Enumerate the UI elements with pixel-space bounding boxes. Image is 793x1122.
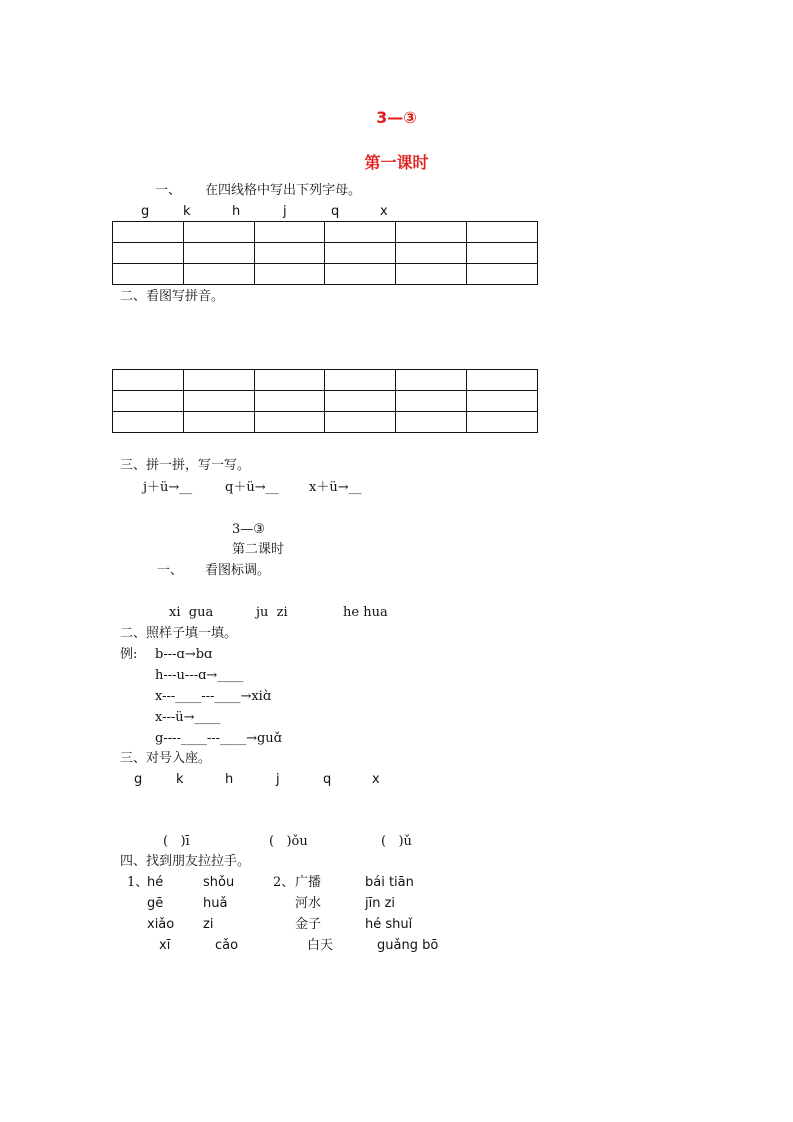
l2-q2-line-2: h---u---ɑ→____ <box>155 668 244 683</box>
l2-q3-blank-3: ( )ǔ <box>381 834 412 849</box>
l2-q2-text: 二、照样子填一填。 <box>120 626 238 641</box>
pinyin-item: xiǎo <box>147 917 175 932</box>
l2-q3-blank-2: ( )ǒu <box>269 834 308 849</box>
letter-h: h <box>232 204 241 219</box>
letter-x: x <box>372 772 380 787</box>
l2-q1-word-3: he hua <box>343 605 388 620</box>
word-item: 金子 <box>295 917 322 932</box>
l1-q3-item-3: x＋ü→__ <box>309 480 362 495</box>
letter-k: k <box>183 204 191 219</box>
l2-q1-label: 一、 <box>157 563 184 578</box>
letter-g: g <box>134 772 143 787</box>
l1-q3-item-1: j＋ü→__ <box>143 480 193 495</box>
lesson2-title-code: 3—③ <box>232 522 265 537</box>
l1-q2-text: 二、看图写拼音。 <box>120 289 225 304</box>
letter-q: q <box>323 772 332 787</box>
letter-j: j <box>283 204 287 219</box>
pinyin-item: zi <box>203 917 214 932</box>
l2-q3-text: 三、对号入座。 <box>120 751 212 766</box>
lesson1-title-code: 3—③ <box>376 108 417 127</box>
letter-h: h <box>225 772 234 787</box>
lesson2-title: 第二课时 <box>232 542 285 557</box>
l2-q2-line-3: x---____---____→xiɑ̀ <box>155 689 272 704</box>
l2-q2-line-1: b---ɑ→bɑ <box>155 647 213 662</box>
pinyin-item: hé <box>147 875 164 890</box>
pinyin-item: jīn zi <box>365 896 396 911</box>
letter-j: j <box>276 772 280 787</box>
pinyin-item: shǒu <box>203 875 235 890</box>
letter-k: k <box>176 772 184 787</box>
l1-q1-label: 一、 <box>155 183 182 198</box>
pinyin-item: hé shuǐ <box>365 917 413 932</box>
l1-q1-text: 在四线格中写出下列字母。 <box>205 183 362 198</box>
l2-q1-word-1: xi gua <box>169 605 214 620</box>
pinyin-item: xī <box>159 938 171 953</box>
l2-q4-text: 四、找到朋友拉拉手。 <box>120 854 251 869</box>
l1-q3-text: 三、拼一拼，写一写。 <box>120 458 251 473</box>
pinyin-item: gē <box>147 896 164 911</box>
word-item: 河水 <box>295 896 322 911</box>
pinyin-item: cǎo <box>215 938 239 953</box>
l2-q3-blank-1: ( )ī <box>163 834 190 849</box>
pinyin-item: bái tiān <box>365 875 414 890</box>
l2-q2-example-label: 例: <box>120 647 138 662</box>
pinyin-item: guǎng bō <box>377 938 439 953</box>
letter-x: x <box>380 204 388 219</box>
l2-q1-text: 看图标调。 <box>205 563 271 578</box>
letter-g: g <box>141 204 150 219</box>
four-line-grid-1 <box>112 221 538 285</box>
l1-q3-item-2: q＋ü→__ <box>225 480 279 495</box>
lesson1-title: 第一课时 <box>364 153 429 172</box>
l2-q4-group2-label: 2、 <box>273 875 295 890</box>
letter-q: q <box>331 204 340 219</box>
l2-q4-group1-label: 1、 <box>127 875 149 890</box>
word-item: 白天 <box>307 938 334 953</box>
four-line-grid-2 <box>112 369 538 433</box>
word-item: 广播 <box>295 875 322 890</box>
l2-q2-line-4: x---ü→____ <box>155 710 221 725</box>
pinyin-item: huǎ <box>203 896 228 911</box>
l2-q2-line-5: g----____---____→guɑ̌ <box>155 731 282 746</box>
l2-q1-word-2: ju zi <box>256 605 288 620</box>
